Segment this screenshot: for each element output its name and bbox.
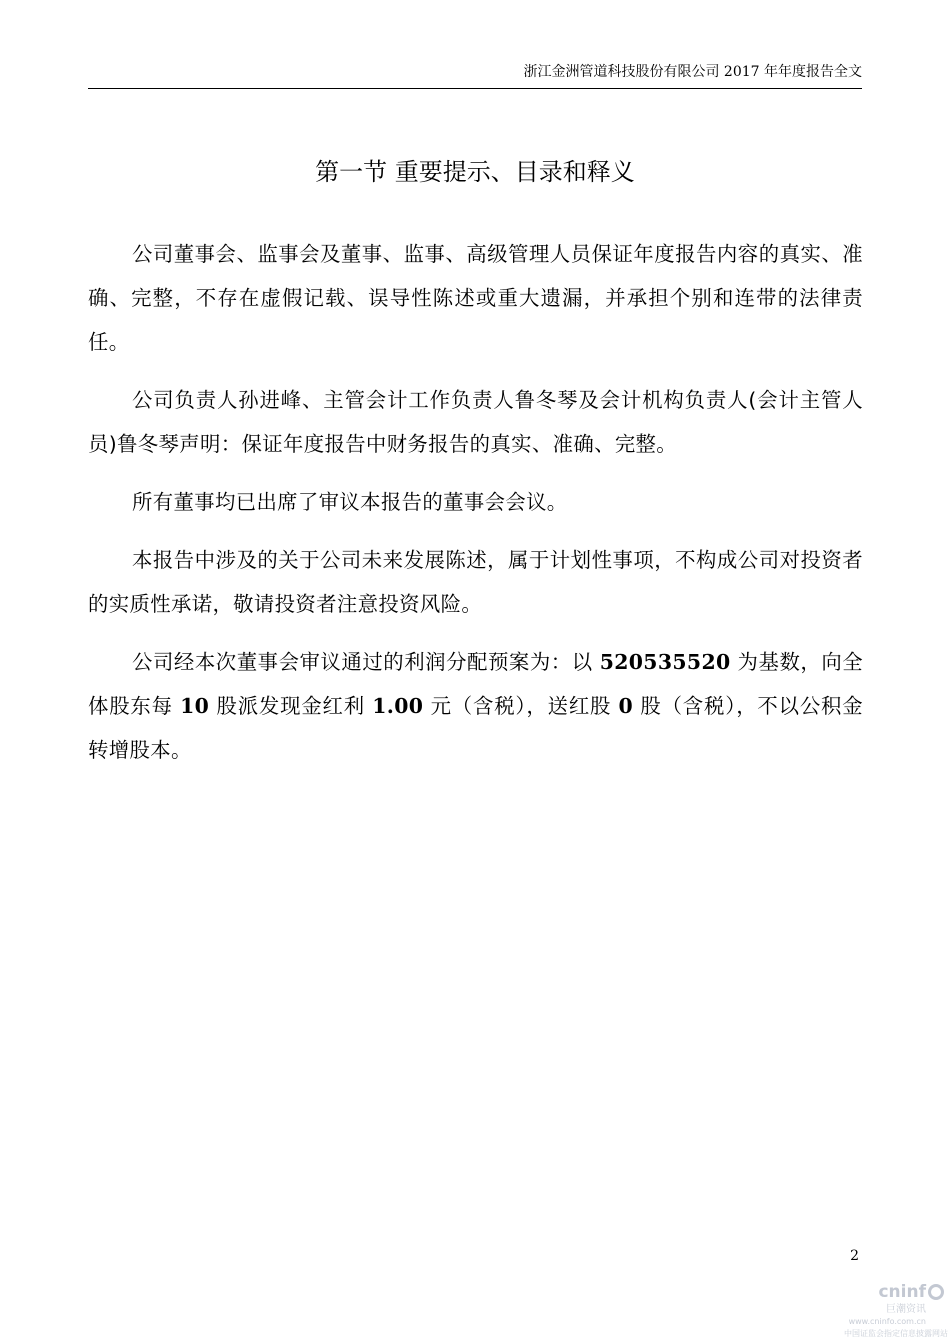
distribution-text-1: 公司经本次董事会审议通过的利润分配预案为：以	[132, 650, 600, 674]
bonus-shares-value: 0	[618, 694, 634, 718]
section-title: 第一节 重要提示、目录和释义	[315, 158, 635, 186]
paragraph-profit-distribution	[88, 640, 863, 772]
cninfo-logo-icon	[928, 1284, 944, 1300]
paragraph-forward-looking-disclaimer: 本报告中涉及的关于公司未来发展陈述，属于计划性事项，不构成公司对投资者的实质性承诺，敬请投资者注意投资风险。	[88, 548, 863, 616]
distribution-text-5: 股（含税），不以公积金转增股本。	[88, 694, 863, 762]
cninfo-watermark	[838, 1282, 950, 1344]
cash-dividend-value: 1.00	[372, 694, 424, 718]
per-shares-value: 10	[180, 694, 210, 718]
paragraph-board-attendance: 所有董事均已出席了审议本报告的董事会会议。	[132, 490, 568, 514]
watermark-tagline: 中国证监会指定信息披露网站	[844, 1329, 948, 1338]
distribution-text-3: 股派发现金红利	[209, 694, 373, 718]
header-text: 浙江金洲管道科技股份有限公司 2017 年年度报告全文	[523, 64, 862, 80]
body-text	[88, 232, 863, 786]
watermark-logo-text: cninf	[878, 1282, 926, 1302]
paragraph-responsibility-statement: 公司董事会、监事会及董事、监事、高级管理人员保证年度报告内容的真实、准确、完整，不存在虚假记载、误导性陈述或重大遗漏，并承担个别和连带的法律责任。	[88, 242, 863, 354]
distribution-text-4: 元（含税），送红股	[423, 694, 619, 718]
page-number: 2	[850, 1248, 859, 1264]
watermark-url: www.cninfo.com.cn	[848, 1317, 926, 1326]
watermark-brand-name: 巨潮资讯	[886, 1304, 926, 1315]
page-header	[88, 62, 862, 89]
paragraph-officer-declaration: 公司负责人孙进峰、主管会计工作负责人鲁冬琴及会计机构负责人(会计主管人员)鲁冬琴声明：保证年度报告中财务报告的真实、准确、完整。	[88, 388, 863, 456]
distribution-text-2: 为基数，向全体股东每	[88, 650, 863, 718]
base-shares-value: 520535520	[599, 650, 731, 674]
